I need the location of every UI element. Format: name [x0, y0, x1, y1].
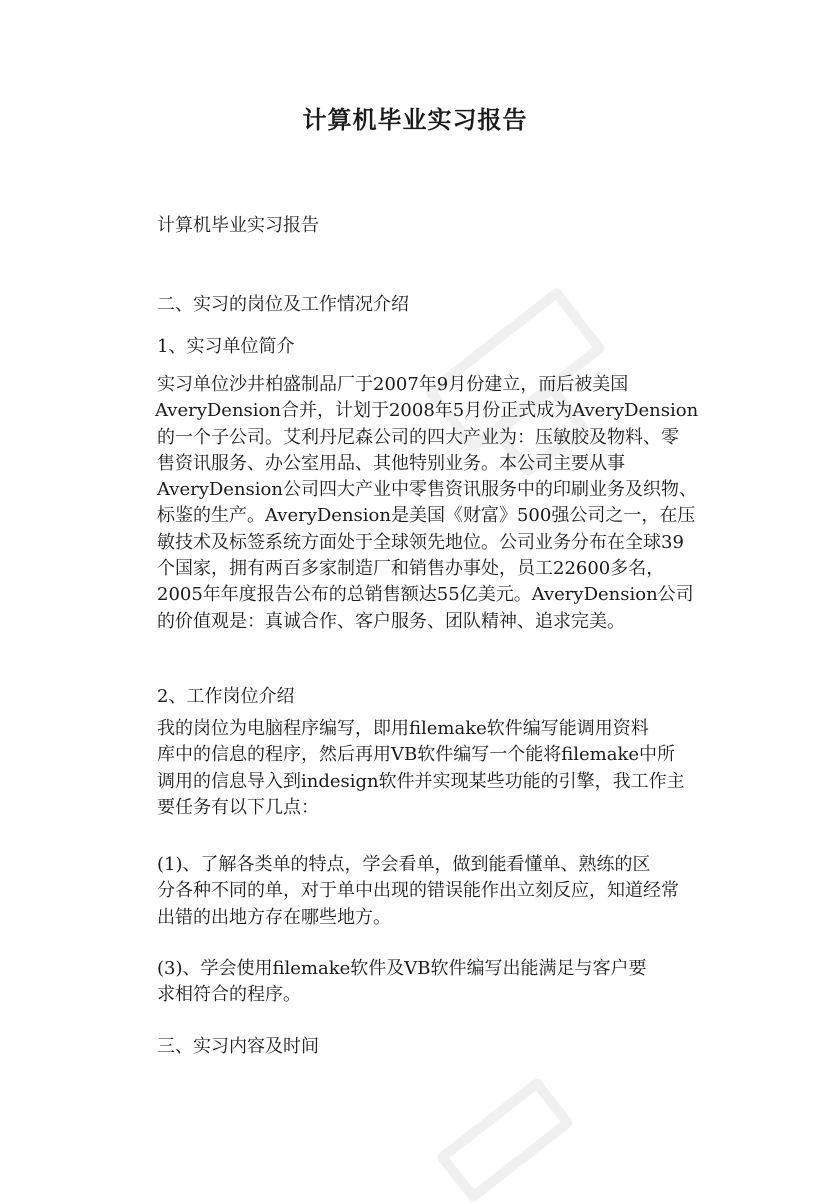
section-heading-3: 三、实习内容及时间	[157, 1036, 319, 1057]
subsection-heading-2: 2、工作岗位介绍	[157, 686, 295, 707]
text-line: 实习单位沙井柏盛制品厂于2007年9月份建立，而后被美国	[157, 374, 629, 395]
text-line: 求相符合的程序。	[157, 984, 301, 1006]
text-line: AveryDension公司四大产业中零售资讯服务中的印刷业务及织物、	[157, 479, 697, 501]
text-line: (3)、学会使用filemake软件及VB软件编写出能满足与客户要	[157, 958, 647, 979]
paragraph-task-3	[157, 956, 697, 1009]
text-line: (1)、了解各类单的特点，学会看单，做到能看懂单、熟练的区	[157, 854, 651, 875]
paragraph-company-intro	[157, 372, 697, 635]
text-line: 我的岗位为电脑程序编写，即用filemake软件编写能调用资料	[157, 718, 649, 739]
text-line: 的一个子公司。艾利丹尼森公司的四大产业为：压敏胶及物料、零	[157, 426, 679, 448]
text-line: 调用的信息导入到indesign软件并实现某些功能的引擎，我工作主	[157, 770, 685, 792]
text-line: AveryDension合并，计划于2008年5月份正式成为AveryDension	[155, 400, 699, 422]
section-heading-2: 二、实习的岗位及工作情况介绍	[157, 294, 409, 315]
text-line: 的价值观是：真诚合作、客户服务、团队精神、追求完美。	[157, 610, 625, 632]
page-title: 计算机毕业实习报告	[302, 106, 528, 134]
paragraph-job-intro	[157, 716, 697, 821]
text-line: 要任务有以下几点：	[157, 796, 319, 818]
watermark-shape	[435, 1076, 574, 1203]
text-line: 出错的出地方存在哪些地方。	[157, 906, 391, 928]
text-line: 2005年年度报告公布的总销售额达55亿美元。AveryDension公司	[157, 584, 694, 606]
subsection-heading-1: 1、实习单位简介	[157, 336, 295, 357]
text-line: 库中的信息的程序，然后再用VB软件编写一个能将filemake中所	[157, 744, 675, 766]
text-line: 售资讯服务、办公室用品、其他特别业务。本公司主要从事	[157, 452, 625, 474]
paragraph-task-1	[157, 852, 697, 931]
text-line: 个国家，拥有两百多家制造厂和销售办事处，员工22600多名，	[157, 558, 665, 580]
text-line: 标鉴的生产。AveryDension是美国《财富》500强公司之一，在压	[157, 505, 696, 527]
text-line: 敏技术及标签系统方面处于全球领先地位。公司业务分布在全球39	[157, 531, 684, 553]
subtitle: 计算机毕业实习报告	[157, 215, 319, 236]
text-line: 分各种不同的单，对于单中出现的错误能作出立刻反应，知道经常	[157, 880, 679, 902]
